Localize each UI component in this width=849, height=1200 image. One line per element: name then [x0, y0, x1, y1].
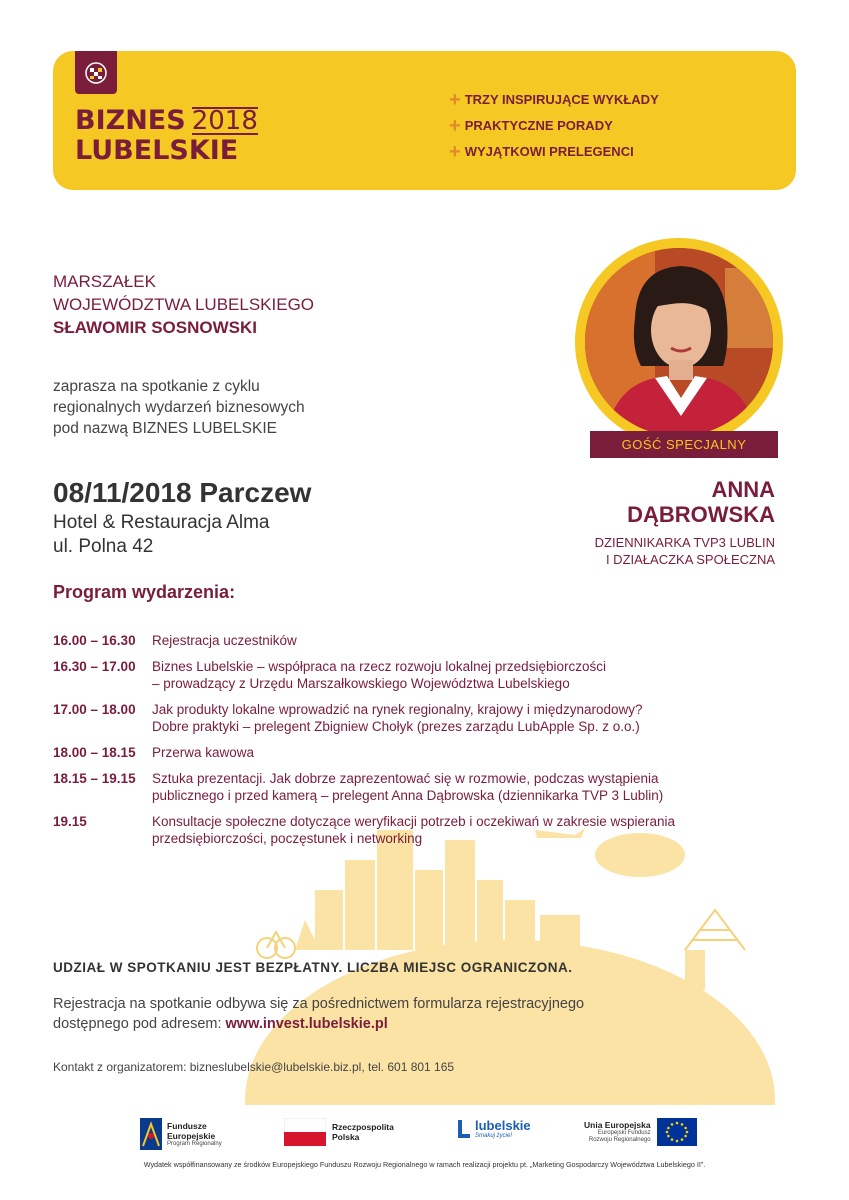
- program-row: [53, 813, 793, 847]
- invitation-text: zaprasza na spotkanie z cyklu regionalnych wydarzeń biznesowych pod nazwą BIZNES LUBELSKIE: [53, 378, 305, 437]
- program-description: Jak produkty lokalne wprowadzić na rynek regionalny, krajowy i międzynarodowy? Dobre praktyki – prelegent Zbigniew Chołyk (prezes zarządu LubApple Sp. z o.o.): [152, 702, 643, 734]
- registration-info: Rejestracja na spotkanie odbywa się za pośrednictwem formularza rejestracyjnego dostępnego pod adresem: www.invest.lubelskie.pl: [53, 996, 585, 1032]
- cofinancing-fineprint: Wydatek współfinansowany ze środków Europejskiego Funduszu Rozwoju Regionalnego w ramach realizacji projektu pt. „Marketing Gospodarczy Województwa Lubelskiego II”.: [143, 1160, 706, 1169]
- program-description: Konsultacje społeczne dotyczące weryfikacji potrzeb i oczekiwań w zakresie wspierania przedsiębiorczości, poczęstunek i networking: [152, 814, 675, 846]
- plus-icon: +: [449, 115, 461, 137]
- event-details: [53, 475, 311, 559]
- fe-star-icon: [140, 1118, 162, 1150]
- program-time: 19.15: [53, 814, 87, 829]
- program-description: Biznes Lubelskie – współpraca na rzecz rozwoju lokalnej przedsiębiorczości – prowadzący z Urzędu Marszałkowskiego Województwa Lubelskiego: [152, 659, 606, 691]
- host-name: SŁAWOMIR SOSNOWSKI: [53, 318, 257, 337]
- program-row: [53, 701, 793, 735]
- guest-name: ANNA DĄBROWSKA: [627, 477, 775, 527]
- highlight-item: + WYJĄTKOWI PRELEGENCI: [449, 141, 634, 163]
- highlight-item: + TRZY INSPIRUJĄCE WYKŁADY: [449, 89, 659, 111]
- event-date-place: 08/11/2018 Parczew: [53, 477, 312, 508]
- polish-flag-icon: [284, 1118, 326, 1146]
- logo-word-lubelskie: LUBELSKIE: [75, 135, 239, 166]
- program-schedule: [53, 632, 793, 847]
- eu-flag-icon: [657, 1118, 697, 1146]
- rzeczpospolita-logo: Rzeczpospolita Polska: [284, 1118, 394, 1146]
- header-banner: [53, 51, 796, 190]
- highlights-list: [449, 90, 659, 168]
- logo-badge: [75, 51, 117, 94]
- program-row: [53, 744, 793, 761]
- highlight-item: + PRAKTYCZNE PORADY: [449, 115, 613, 137]
- unia-europejska-logo: Unia Europejska Europejski Fundusz Rozwoju Regionalnego: [584, 1118, 697, 1146]
- registration-link[interactable]: www.invest.lubelskie.pl: [225, 1016, 388, 1032]
- contact-info: Kontakt z organizatorem: bizneslubelskie@lubelskie.biz.pl, tel. 601 801 165: [53, 1060, 455, 1074]
- event-logo-title: [75, 106, 258, 166]
- logo-emblem-icon: [83, 60, 109, 86]
- sponsor-logos: [140, 1118, 710, 1154]
- program-time: 18.15 – 19.15: [53, 771, 136, 786]
- program-time: 17.00 – 18.00: [53, 702, 136, 717]
- lubelskie-logo: lubelskie Smakuj życie!: [456, 1118, 531, 1140]
- lubelskie-emblem-icon: [456, 1118, 472, 1140]
- host-title-line2: WOJEWÓDZTWA LUBELSKIEGO: [53, 295, 315, 314]
- guest-role: DZIENNIKARKA TVP3 LUBLIN I DZIAŁACZKA SPOŁECZNA: [594, 535, 775, 567]
- program-time: 18.00 – 18.15: [53, 745, 136, 760]
- program-time: 16.00 – 16.30: [53, 633, 136, 648]
- event-venue: Hotel & Restauracja Alma: [53, 512, 270, 533]
- logo-word-biznes: BIZNES: [75, 105, 186, 136]
- fundusze-europejskie-logo: Fundusze Europejskie Program Regionalny: [140, 1118, 222, 1150]
- plus-icon: +: [449, 89, 461, 111]
- program-description: Sztuka prezentacji. Jak dobrze zaprezentować się w rozmowie, podczas wystąpienia publicznego i przed kamerą – prelegent Anna Dąbrowska (dziennikarka TVP 3 Lublin): [152, 771, 664, 803]
- program-row: [53, 658, 793, 692]
- plus-icon: +: [449, 141, 461, 163]
- host-title-line1: MARSZAŁEK: [53, 272, 156, 291]
- program-description: Rejestracja uczestników: [152, 633, 297, 648]
- event-address: ul. Polna 42: [53, 536, 154, 557]
- program-title: Program wydarzenia:: [53, 582, 236, 602]
- program-row: [53, 770, 793, 804]
- program-description: Przerwa kawowa: [152, 745, 255, 760]
- guest-photo: [575, 238, 783, 446]
- program-time: 16.30 – 17.00: [53, 659, 136, 674]
- special-guest-banner: GOŚĆ SPECJALNY: [590, 431, 778, 458]
- logo-year: 2018: [191, 106, 258, 136]
- host-block: [53, 270, 314, 339]
- free-entry-notice: UDZIAŁ W SPOTKANIU JEST BEZPŁATNY. LICZBA MIEJSC OGRANICZONA.: [53, 960, 573, 975]
- program-row: [53, 632, 793, 649]
- guest-portrait-image: [585, 248, 773, 436]
